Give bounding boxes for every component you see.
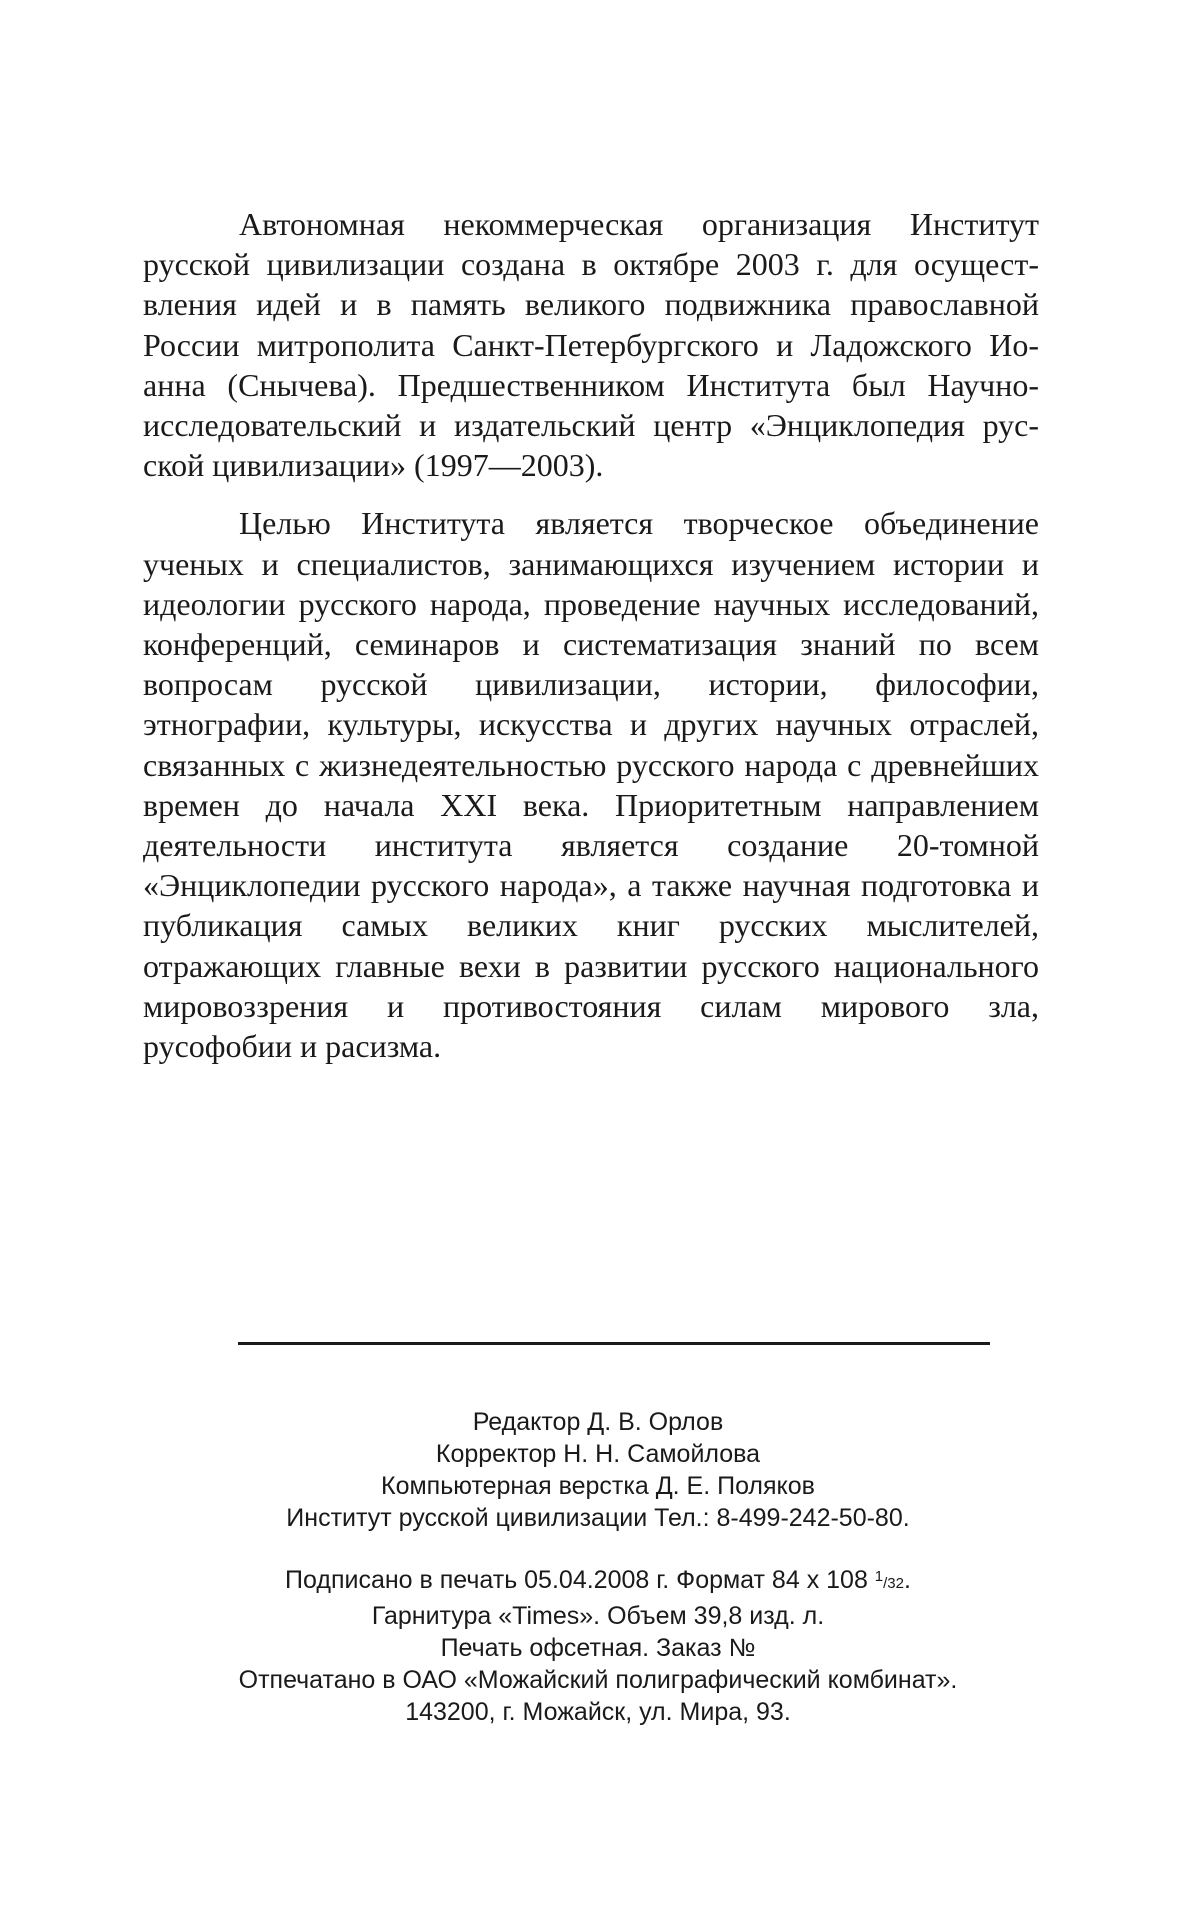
format-fraction-numerator: 1	[874, 1568, 884, 1585]
print-method-order: Печать офсетная. Заказ №	[440, 1634, 756, 1662]
print-signed-suffix: .	[904, 1566, 911, 1594]
main-text	[143, 204, 1039, 1066]
format-fraction	[875, 1568, 904, 1592]
credit-publisher-phone: Институт русской цивилизации Тел.: 8-499-242-50-80.	[286, 1504, 910, 1532]
print-printing-house: Отпечатано в ОАО «Можайский полиграфический комбинат».	[238, 1666, 958, 1694]
print-info-block	[143, 1564, 1053, 1728]
credit-editor: Редактор Д. В. Орлов	[472, 1408, 724, 1436]
paragraph-institute-about: Автономная некоммерческая организация Институт русской цивилизации создана в октябре 2003 г. для осуществления идей и в память великого подвижника православной России митрополита Санкт-Петербургского и Ладожского Иоанна (Снычева). Предшественником Института был Научно-исследовательский и издательский центр «Энциклопедия русской цивилизации» (1997—2003).	[143, 206, 1039, 484]
format-fraction-denominator: /32	[883, 1575, 904, 1592]
horizontal-divider	[238, 1342, 990, 1345]
print-address: 143200, г. Можайск, ул. Мира, 93.	[405, 1698, 791, 1726]
credit-layout: Компьютерная верстка Д. Е. Поляков	[381, 1472, 815, 1500]
credit-proofreader: Корректор Н. Н. Самойлова	[435, 1440, 761, 1468]
print-signed-text: Подписано в печать 05.04.2008 г. Формат 84 х 108	[285, 1566, 875, 1594]
print-typeface-volume: Гарнитура «Times». Объем 39,8 изд. л.	[371, 1602, 825, 1630]
print-signed-format	[143, 1564, 1053, 1600]
credits-block	[143, 1406, 1053, 1534]
paragraph-institute-goals: Целью Института является творческое объединение ученых и специалистов, занимающихся изучением истории и идеологии русского народа, проведение научных исследований, конференций, семинаров и систематизация знаний по всем вопросам русской цивилизации, истории, философии, этнографии, культуры, искусства и других научных отраслей, связанных с жизнедеятельностью русского народа с древнейших времен до начала XXI века. Приоритетным направлением деятельности института является создание 20-томной «Энциклопедии русского народа», а также научная подготовка и публикация самых великих книг русских мыслителей, отражающих главные вехи в развитии русского национального мировоззрения и противостояния силам мирового зла, русофобии и расизма.	[143, 505, 1039, 1065]
